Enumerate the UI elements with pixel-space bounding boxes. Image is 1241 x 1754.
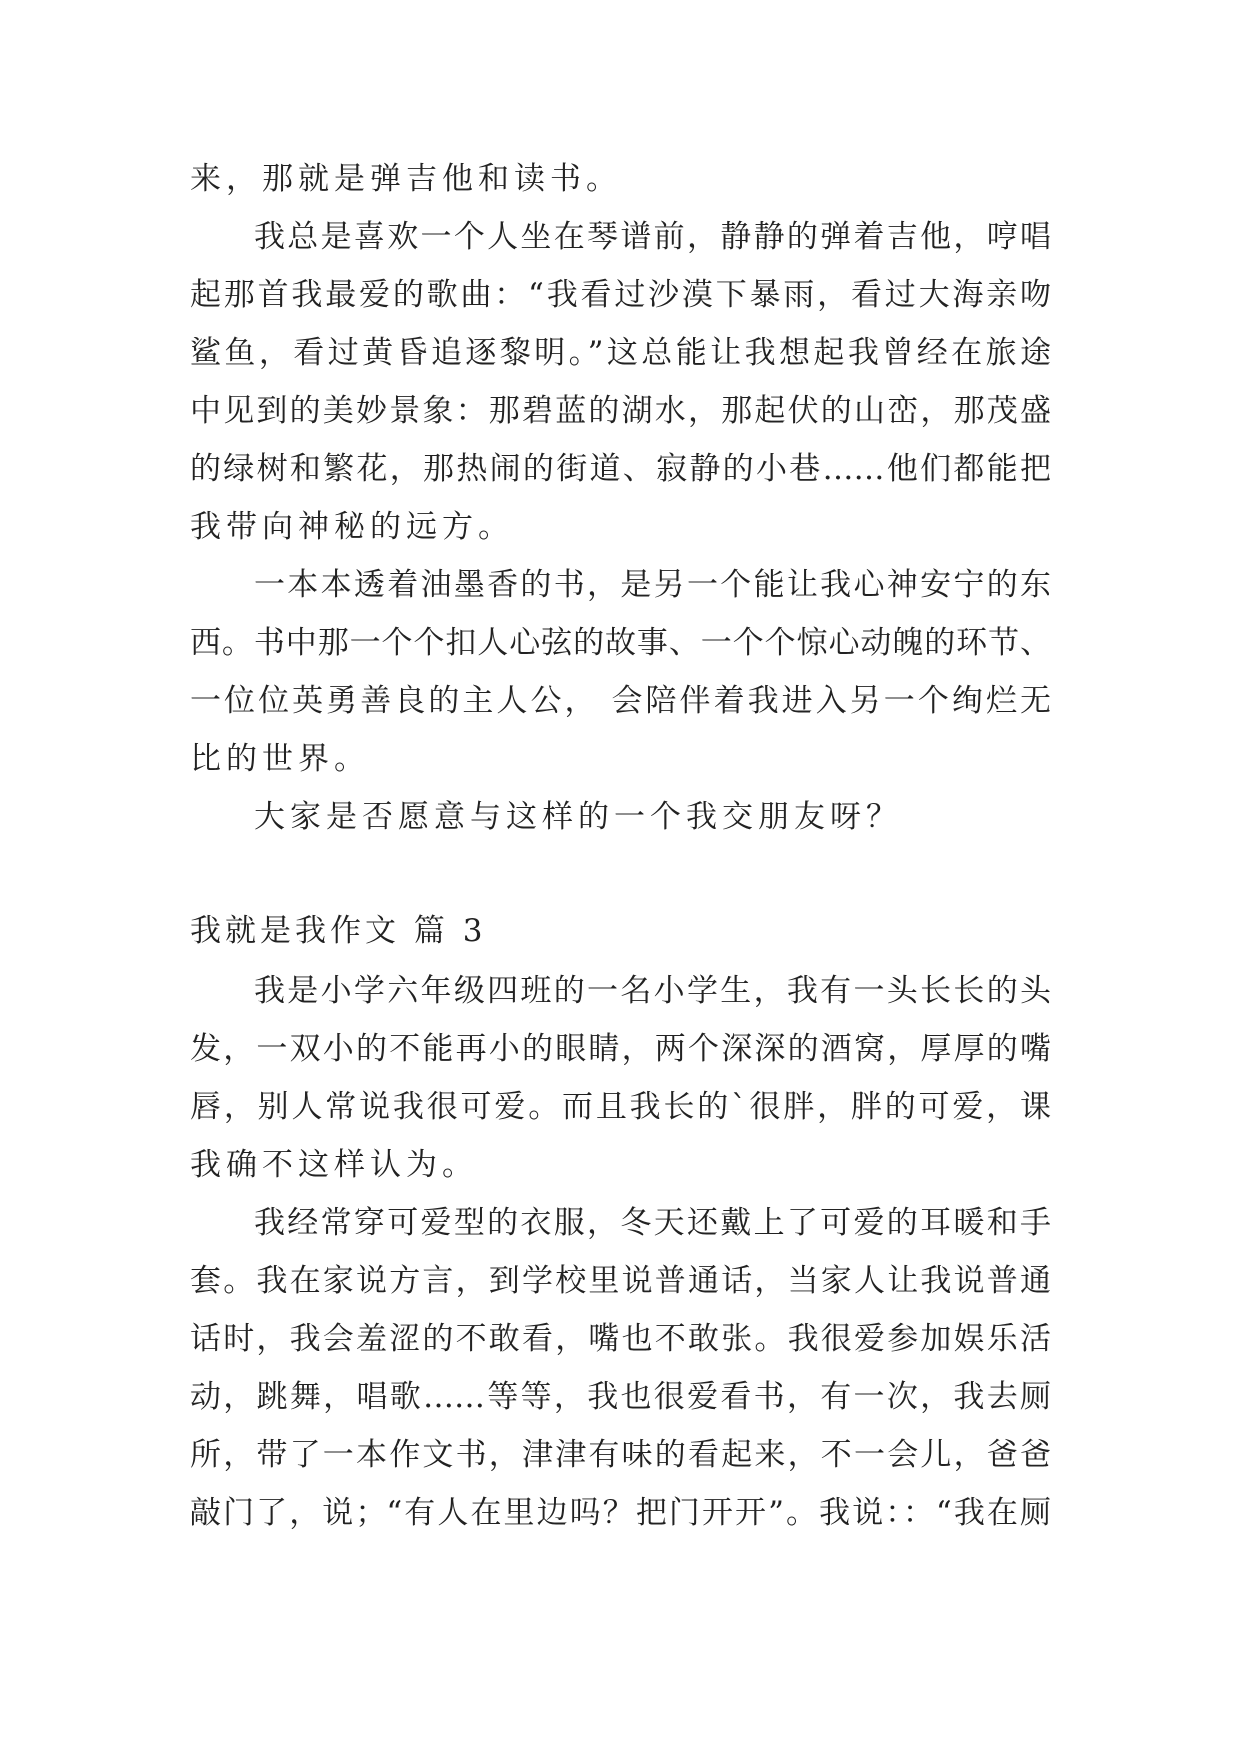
text-line: 我总是喜欢一个人坐在琴谱前，静静的弹着吉他，哼唱 [254,219,1051,255]
section-heading: 我就是我作文 篇 3 [190,913,487,949]
text-line: 的绿树和繁花，那热闹的街道、寂静的小巷……他们都能把 [190,451,1051,487]
text-line: 我经常穿可爱型的衣服，冬天还戴上了可爱的耳暖和手 [254,1205,1051,1241]
text-line: 我是小学六年级四班的一名小学生，我有一头长长的头 [254,973,1051,1009]
text-line: 一本本透着油墨香的书，是另一个能让我心神安宁的东 [254,567,1051,603]
text-line: 我确不这样认为。 [190,1147,478,1183]
text-line: 一位位英勇善良的主人公， 会陪伴着我进入另一个绚烂无 [190,683,1051,719]
text-line: 西。书中那一个个扣人心弦的故事、一个个惊心动魄的环节、 [190,625,1051,661]
text-line: 中见到的美妙景象：那碧蓝的湖水，那起伏的山峦，那茂盛 [190,393,1051,429]
text-line: 所，带了一本作文书，津津有味的看起来，不一会儿，爸爸 [190,1437,1051,1473]
text-line: 发，一双小的不能再小的眼睛，两个深深的酒窝，厚厚的嘴 [190,1031,1051,1067]
text-line: 来，那就是弹吉他和读书。 [190,161,622,197]
text-line: 比的世界。 [190,741,370,777]
text-line: 敲门了，说；“有人在里边吗？把门开开”。我说：：“我在厕 [190,1495,1051,1531]
text-line: 我带向神秘的远方。 [190,509,514,545]
text-line: 动，跳舞，唱歌……等等，我也很爱看书，有一次，我去厕 [190,1379,1051,1415]
text-line: 话时，我会羞涩的不敢看，嘴也不敢张。我很爱参加娱乐活 [190,1321,1051,1357]
text-line: 起那首我最爱的歌曲：“我看过沙漠下暴雨，看过大海亲吻 [190,277,1051,313]
text-line: 套。我在家说方言，到学校里说普通话，当家人让我说普通 [190,1263,1051,1299]
text-line: 鲨鱼，看过黄昏追逐黎明。”这总能让我想起我曾经在旅途 [190,335,1051,371]
text-line: 唇，别人常说我很可爱。而且我长的`很胖，胖的可爱，课 [190,1089,1051,1125]
text-line: 大家是否愿意与这样的一个我交朋友呀？ [254,799,902,835]
